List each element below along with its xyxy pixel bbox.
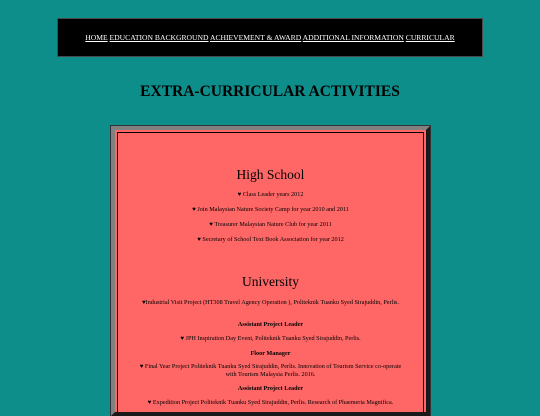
- high-school-item: ♥ Treasurer Malaysian Nature Club for year 2011: [209, 221, 332, 228]
- activities-panel: [111, 126, 430, 416]
- nav-link-home[interactable]: HOME: [85, 33, 108, 42]
- activities-panel-inner: [117, 132, 424, 412]
- high-school-item: ♥ Class Leader years 2012: [237, 191, 304, 198]
- university-heading: University: [242, 274, 299, 289]
- nav-link-education-background[interactable]: EDUCATION BACKGROUND: [109, 33, 209, 42]
- university-item: ♥Industrial Visit Project (HT308 Travel Agency Operation ), Politeknik Tuanku Syed Sirajuddin, Perlis.: [141, 299, 400, 306]
- university-item: ♥ Expedition Project Politeknik Tuanku Syed Sirajuddin, Perlis. Research of Phaemeria Magnifica.: [147, 399, 394, 406]
- university-role: Assistant Project Leader: [237, 321, 304, 328]
- university-role: Assistant Project Leader: [237, 385, 304, 392]
- nav-links: [85, 33, 454, 42]
- high-school-item: ♥ Join Malaysian Nature Society Camp for year 2010 and 2011: [192, 206, 349, 213]
- high-school-heading: High School: [236, 167, 305, 182]
- high-school-item: ♥ Secretary of School Text Book Association for year 2012: [197, 236, 344, 243]
- university-item: ♥ Final Year Project Politeknik Tuanku Syed Sirajuddin, Perlis. Innovation of Tourism Service co-operate with Tourism Malaysia Perlis. 2016.: [139, 363, 402, 378]
- university-item: ♥ JPH Inspiration Day Event, Politeknik Tuanku Syed Sirajuddin, Perlis.: [180, 335, 361, 342]
- nav-link-curricular[interactable]: CURRICULAR: [405, 33, 455, 42]
- nav-link-achievement-award[interactable]: ACHIEVEMENT & AWARD: [209, 33, 302, 42]
- top-navigation-bar: [57, 18, 483, 57]
- page-title: EXTRA-CURRICULAR ACTIVITIES: [140, 83, 400, 100]
- university-role: Floor Manager: [250, 350, 291, 357]
- nav-link-additional-information[interactable]: ADDITIONAL INFORMATION: [302, 33, 404, 42]
